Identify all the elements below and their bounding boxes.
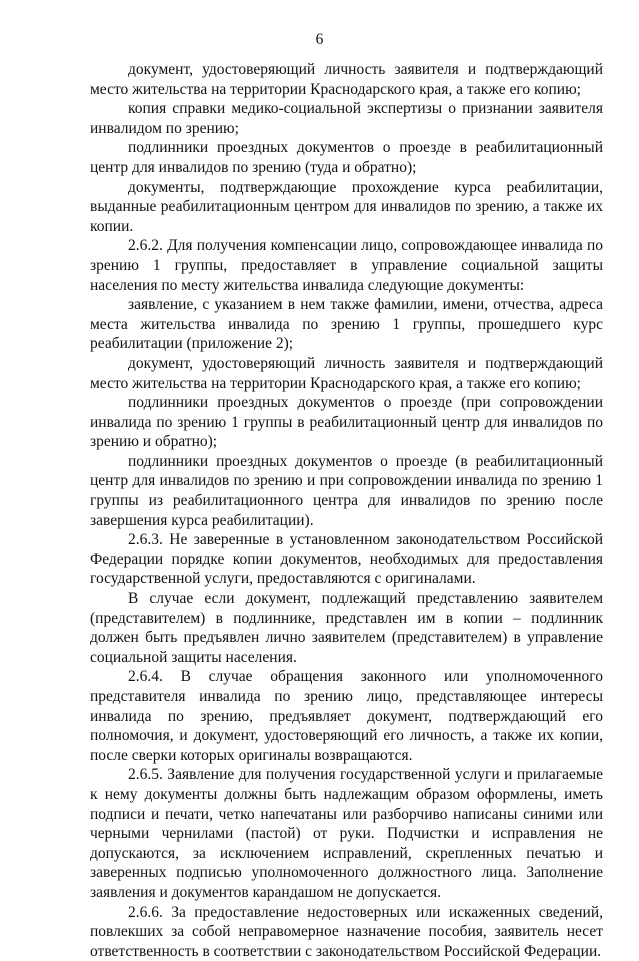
- paragraph: 2.6.4. В случае обращения законного или уполномоченного представителя инвалида по зрению лицо, представляющее интересы инвалида по зрению, предъявляет документ, подтверждающий его полномочия, и документ, удостоверяющий его личность, а также их копии, после сверки которых оригиналы возвращаются.: [90, 668, 603, 764]
- document-body: [90, 60, 603, 961]
- paragraph: подлинники проездных документов о проезде (в реабилитационный центр для инвалидов по зрению и при сопровождении инвалида по зрению 1 группы из реабилитационного центра для инвалидов по зрению после завершения курса реабилитации).: [90, 452, 603, 529]
- paragraph: документ, удостоверяющий личность заявителя и подтверждающий место жительства на территории Краснодарского края, а также его копию;: [90, 61, 603, 98]
- paragraph: 2.6.2. Для получения компенсации лицо, сопровождающее инвалида по зрению 1 группы, предоставляет в управление социальной защиты населения по месту жительства инвалида следующие документы:: [90, 237, 603, 294]
- paragraph: подлинники проездных документов о проезде в реабилитационный центр для инвалидов по зрению (туда и обратно);: [90, 139, 603, 176]
- paragraph: заявление, с указанием в нем также фамилии, имени, отчества, адреса места жительства инвалида по зрению 1 группы, прошедшего курс реабилитации (приложение 2);: [90, 296, 603, 353]
- paragraph: 2.6.5. Заявление для получения государственной услуги и прилагаемые к нему документы должны быть надлежащим образом оформлены, иметь подписи и печати, четко напечатаны или разборчиво написаны синими или черными чернилами (пастой) от руки. Подчистки и исправления не допускаются, за исключением исправлений, скрепленных печатью и заверенных подписью уполномоченного должностного лица. Заполнение заявления и документов карандашом не допускается.: [90, 766, 603, 901]
- paragraph: 2.6.6. За предоставление недостоверных или искаженных сведений, повлекших за собой неправомерное назначение пособия, заявитель несет ответственность в соответствии с законодательством Российской Федерации.: [90, 903, 603, 960]
- page-number: 6: [315, 31, 324, 48]
- paragraph: подлинники проездных документов о проезде (при сопровождении инвалида по зрению 1 группы в реабилитационный центр для инвалидов по зрению и обратно);: [90, 394, 603, 451]
- paragraph: документ, удостоверяющий личность заявителя и подтверждающий место жительства на территории Краснодарского края, а также его копию;: [90, 354, 603, 392]
- paragraph: В случае если документ, подлежащий представлению заявителем (представителем) в подлиннике, представлен им в копии – подлинник должен быть предъявлен лично заявителем (представителем) в управление социальной защиты населения.: [90, 590, 603, 666]
- paragraph: 2.6.3. Не заверенные в установленном законодательством Российской Федерации порядке копии документов, необходимых для предоставления государственной услуги, предоставляются с оригиналами.: [90, 531, 603, 588]
- paragraph: копия справки медико-социальной экспертизы о признании заявителя инвалидом по зрению;: [90, 100, 603, 137]
- paragraph: документы, подтверждающие прохождение курса реабилитации, выданные реабилитационным центром для инвалидов по зрению, а также их копии.: [90, 178, 603, 235]
